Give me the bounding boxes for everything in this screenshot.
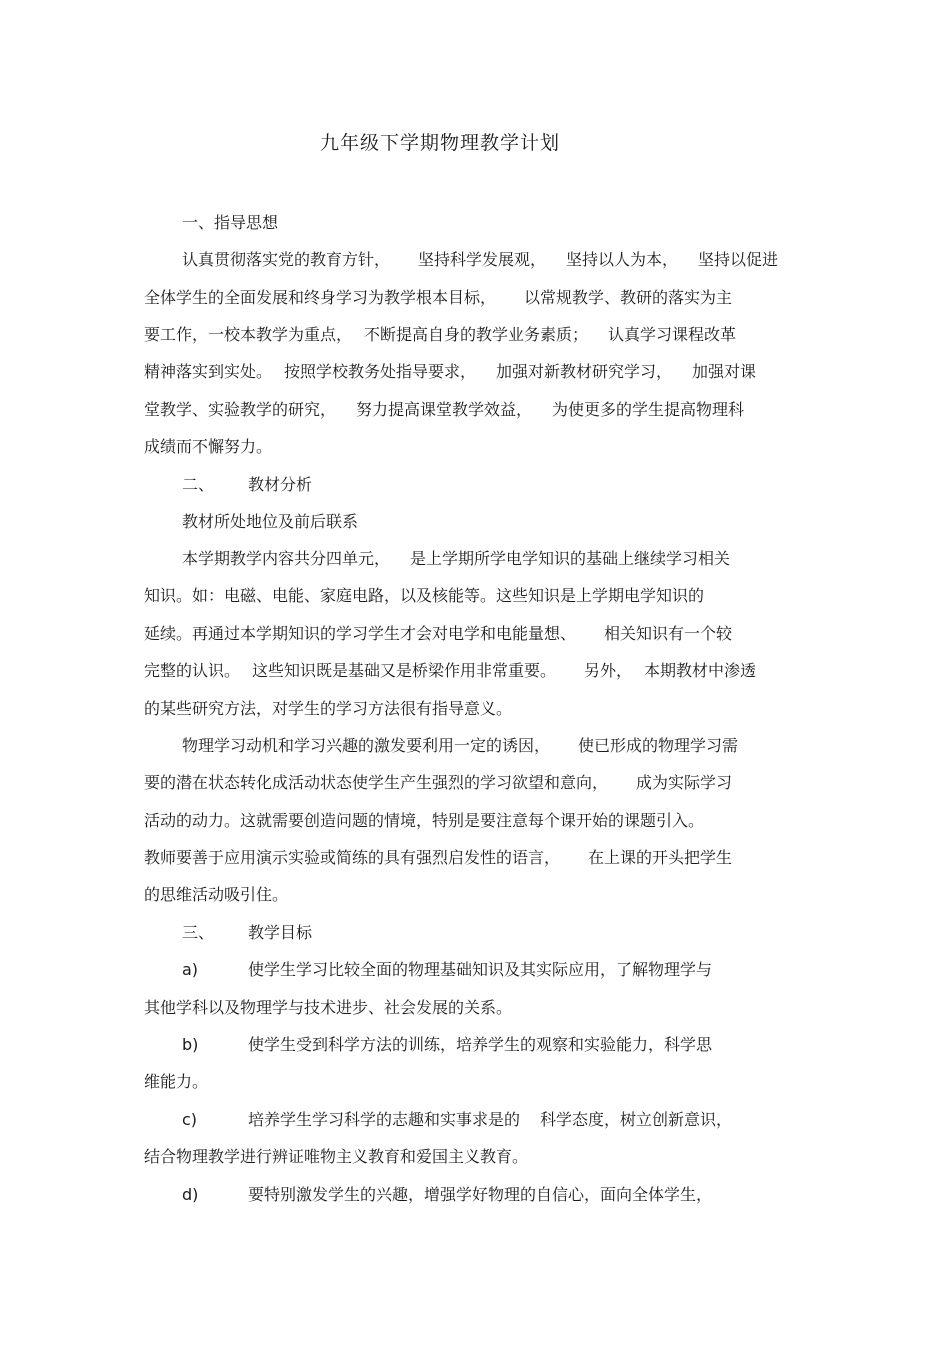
text-segment: 延续。再通过本学期知识的学习学生才会对电学和电能量想、 (144, 624, 577, 643)
paragraph-line: 成绩而不懈努力。 (144, 437, 273, 456)
section-label: 教学目标 (248, 923, 313, 942)
list-marker: b) (182, 1035, 199, 1054)
list-marker: d) (182, 1185, 199, 1204)
text-segment: 精神落实到实处。 (144, 362, 273, 381)
text-segment: 堂教学、实验教学的研究， (144, 400, 337, 419)
paragraph-line (144, 361, 756, 383)
paragraph-line (144, 399, 744, 421)
document-title: 九年级下学期物理教学计划 (319, 132, 560, 154)
text-segment: 培养学生学习科学的志趣和实事求是的 (248, 1110, 521, 1129)
section-heading-guiding-ideology: 一、指导思想 (182, 213, 279, 232)
text-segment: 不断提高自身的教学业务素质； (364, 325, 589, 344)
paragraph-line (144, 287, 732, 309)
section-heading-textbook-analysis (182, 474, 312, 496)
text-segment: 是上学期所学电学知识的基础上继续学习相关 (410, 549, 731, 568)
text-segment: 要特别激发学生的兴趣，增强学好物理的自信心，面向全体学生， (248, 1185, 713, 1204)
list-marker: a) (182, 960, 199, 979)
list-item-c (182, 1109, 732, 1131)
text-segment: 坚持以促进 (698, 250, 779, 269)
text-segment: 为使更多的学生提高物理科 (552, 400, 745, 419)
text-segment: 使学生受到科学方法的训练，培养学生的观察和实验能力，科学思 (248, 1035, 713, 1054)
subheading: 教材所处地位及前后联系 (182, 512, 359, 531)
paragraph-line (182, 548, 730, 570)
text-segment: 这些知识既是基础又是桥梁作用非常重要。 (252, 661, 557, 680)
text-segment: 使学生学习比较全面的物理基础知识及其实际应用，了解物理学与 (248, 960, 713, 979)
paragraph-line: 的某些研究方法，对学生的学习方法很有指导意义。 (144, 699, 513, 718)
paragraph-line (144, 660, 756, 682)
paragraph-line (144, 847, 732, 869)
text-segment: 成为实际学习 (636, 773, 733, 792)
section-number: 二、 (182, 475, 215, 494)
section-number: 三、 (182, 923, 215, 942)
text-segment: 在上课的开头把学生 (588, 848, 733, 867)
text-segment: 物理学习动机和学习兴趣的激发要利用一定的诱因， (182, 736, 551, 755)
paragraph-line (144, 623, 732, 645)
text-segment: 教师要善于应用演示实验或简练的具有强烈启发性的语言， (144, 848, 561, 867)
text-segment: 本期教材中渗透 (644, 661, 757, 680)
list-item-a (182, 959, 712, 981)
text-segment: 科学态度，树立创新意识， (540, 1110, 733, 1129)
text-segment: 要工作，一校本教学为重点， (144, 325, 353, 344)
list-marker: c) (182, 1110, 198, 1129)
text-segment: 坚持科学发展观， (418, 250, 547, 269)
text-segment: 本学期教学内容共分四单元， (182, 549, 391, 568)
paragraph-line: 知识。如：电磁、电能、家庭电路，以及核能等。这些知识是上学期电学知识的 (144, 586, 705, 605)
paragraph-line: 其他学科以及物理学与技术进步、社会发展的关系。 (144, 998, 513, 1017)
text-segment: 按照学校教务处指导要求， (284, 362, 477, 381)
text-segment: 相关知识有一个较 (604, 624, 733, 643)
text-segment: 以常规教学、教研的落实为主 (524, 288, 733, 307)
paragraph-line: 活动的动力。这就需要创造问题的情境，特别是要注意每个课开始的课题引入。 (144, 811, 705, 830)
paragraph-line (144, 772, 732, 794)
paragraph-line (182, 735, 738, 757)
section-heading-teaching-goals (182, 922, 312, 944)
text-segment: 坚持以人为本， (566, 250, 679, 269)
paragraph-line (144, 324, 736, 346)
list-item-b (182, 1034, 712, 1056)
list-item-d (182, 1184, 712, 1206)
text-segment: 努力提高课堂教学效益， (356, 400, 533, 419)
text-segment: 另外， (584, 661, 633, 680)
text-segment: 完整的认识。 (144, 661, 241, 680)
text-segment: 加强对新教材研究学习， (496, 362, 673, 381)
text-segment: 认真学习课程改革 (608, 325, 737, 344)
text-segment: 要的潜在状态转化成活动状态使学生产生强烈的学习欲望和意向， (144, 773, 609, 792)
section-label: 教材分析 (248, 475, 313, 494)
paragraph-line (182, 249, 778, 271)
paragraph-line: 维能力。 (144, 1072, 209, 1091)
text-segment: 加强对课 (692, 362, 757, 381)
text-segment: 全体学生的全面发展和终身学习为教学根本目标， (144, 288, 497, 307)
text-segment: 认真贯彻落实党的教育方针， (182, 250, 391, 269)
paragraph-line: 结合物理教学进行辨证唯物主义教育和爱国主义教育。 (144, 1147, 529, 1166)
paragraph-line: 的思维活动吸引住。 (144, 885, 289, 904)
text-segment: 使已形成的物理学习需 (578, 736, 739, 755)
